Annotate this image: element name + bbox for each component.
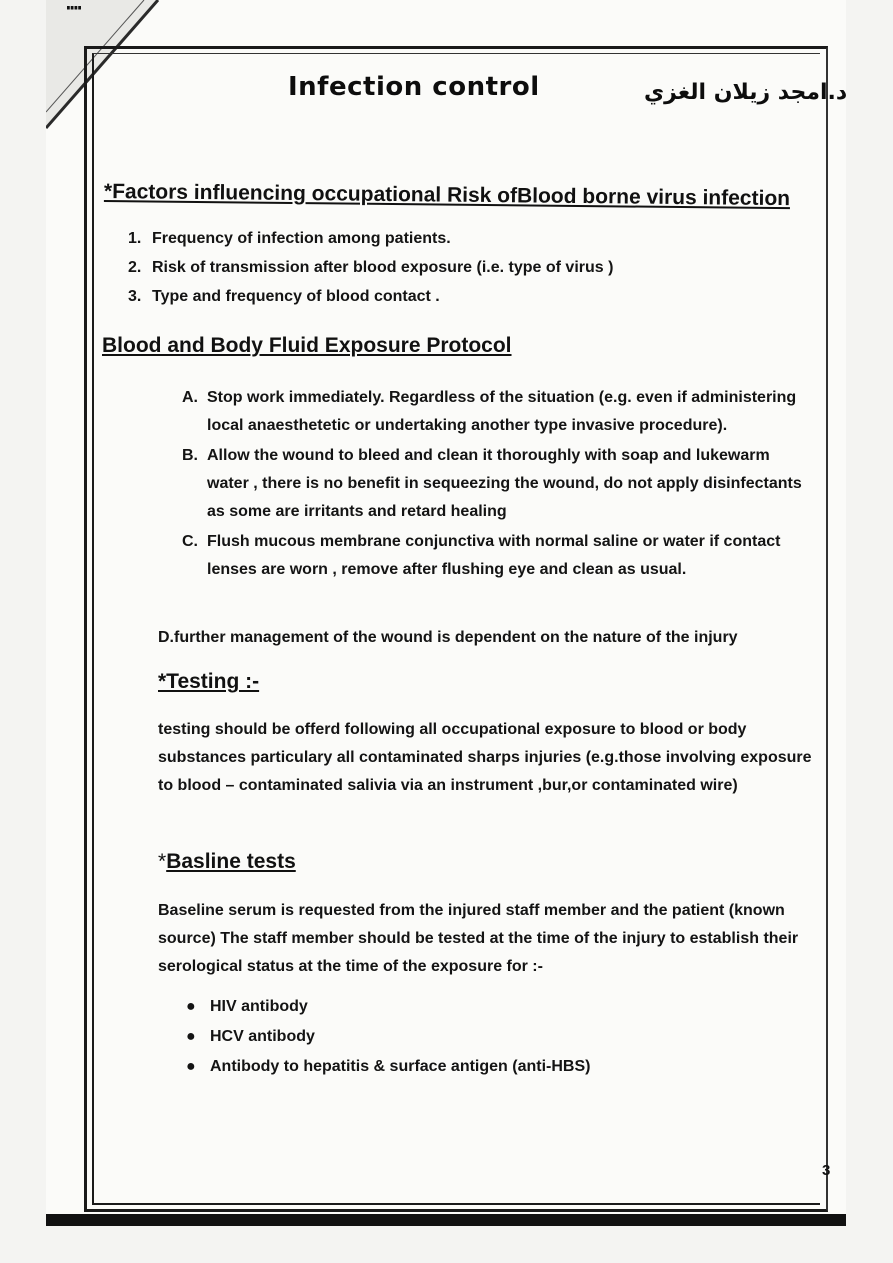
heading-star: * (158, 850, 167, 873)
protocol-list (182, 384, 812, 586)
bullet-icon: ● (186, 1028, 196, 1045)
list-text: HIV antibody (210, 998, 308, 1015)
list-text: Type and frequency of blood contact . (152, 288, 440, 305)
protocol-heading: Blood and Body Fluid Exposure Protocol (102, 334, 512, 357)
factors-list (128, 230, 613, 317)
list-text: Allow the wound to bleed and clean it thoroughly with soap and lukewarm water , there is no benefit in sequeezing the wound, do not apply disinfectants as some are irritants and retard healing (207, 447, 802, 520)
bullet-icon: ● (186, 998, 196, 1015)
list-item (182, 528, 812, 584)
header-title: Infection control (288, 72, 540, 102)
list-text: Antibody to hepatitis & surface antigen (anti-HBS) (210, 1058, 591, 1075)
baseline-tests-list (186, 998, 590, 1088)
protocol-note: D.further management of the wound is dependent on the nature of the injury (158, 629, 738, 646)
list-number: 2. (128, 259, 142, 276)
page-number: 3 (822, 1162, 831, 1179)
bottom-edge-bar (46, 1214, 846, 1226)
list-item (182, 442, 812, 526)
list-letter: B. (182, 447, 198, 464)
list-text: Risk of transmission after blood exposure (i.e. type of virus ) (152, 259, 614, 276)
list-item (186, 998, 590, 1028)
list-text: Frequency of infection among patients. (152, 230, 451, 247)
list-item (182, 384, 812, 440)
testing-heading: *Testing :- (158, 670, 260, 693)
list-text: Stop work immediately. Regardless of the situation (e.g. even if administering local anaesthetetic or undertaking another type invasive procedure). (207, 389, 797, 434)
list-item (128, 230, 613, 259)
list-text: Flush mucous membrane conjunctiva with normal saline or water if contact lenses are worn , remove after flushing eye and clean as usual. (207, 533, 781, 578)
list-item (186, 1028, 590, 1058)
baseline-heading-text: Basline tests (166, 850, 296, 873)
list-number: 1. (128, 230, 142, 247)
testing-paragraph: testing should be offerd following all occupational exposure to blood or body substances particulary all contaminated sharps injuries (e.g.those involving exposure to blood – contaminated salivia via an instrument ,bur,or contaminated wire) (158, 721, 812, 794)
list-item (128, 259, 613, 288)
list-letter: C. (182, 533, 198, 550)
baseline-heading (158, 850, 296, 874)
side-margin-mark: ⁞ (62, 4, 86, 12)
baseline-paragraph: Baseline serum is requested from the injured staff member and the patient (known source) The staff member should be tested at the time of the injury to establish their serological status at the time of the exposure for :- (158, 902, 799, 975)
list-letter: A. (182, 389, 198, 406)
list-item (186, 1058, 590, 1088)
list-item (128, 288, 613, 317)
list-number: 3. (128, 288, 142, 305)
list-text: HCV antibody (210, 1028, 315, 1045)
factors-heading: *Factors influencing occupational Risk ofBlood borne virus infection (103, 180, 791, 211)
bullet-icon: ● (186, 1058, 196, 1075)
header-author: د.امجد زيلان الغزي (644, 80, 848, 105)
